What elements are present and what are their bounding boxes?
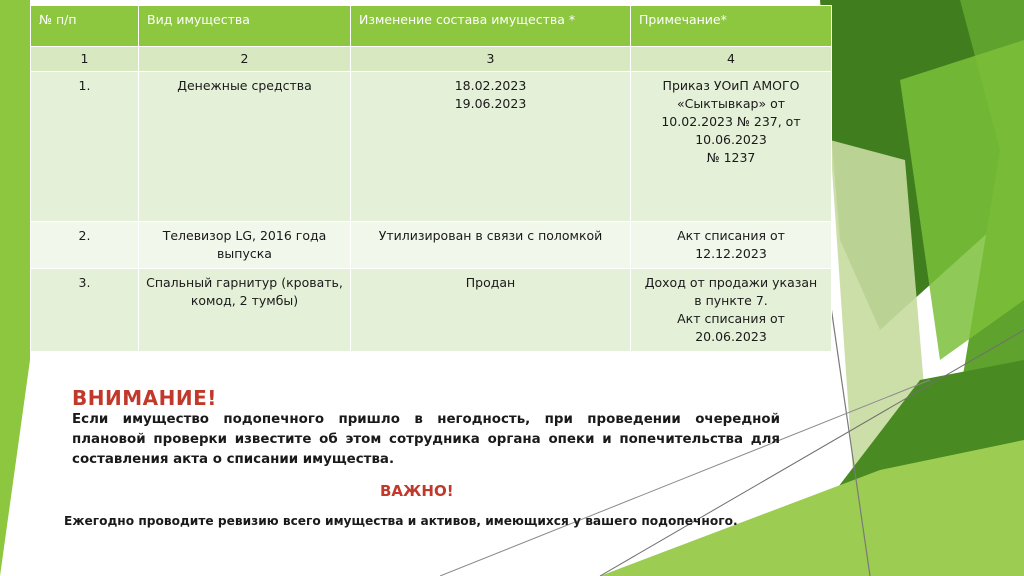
table-header-row: [31, 6, 832, 47]
row-kind: Телевизор LG, 2016 года выпуска: [139, 222, 351, 269]
note-line: 10.06.2023: [695, 132, 767, 147]
row-note: [631, 222, 832, 269]
row-change: [351, 222, 631, 269]
table-row: [31, 222, 832, 269]
row-num: 1.: [31, 72, 139, 222]
important-title: ВАЖНО!: [380, 482, 454, 500]
row-change: [351, 72, 631, 222]
change-line: Утилизирован в связи с поломкой: [378, 228, 603, 243]
header-change: Изменение состава имущества *: [351, 6, 631, 47]
note-line: Приказ УОиП АМОГО: [662, 78, 800, 93]
column-number: 1: [31, 47, 139, 72]
table-row: [31, 269, 832, 352]
column-number: 2: [139, 47, 351, 72]
row-note: [631, 269, 832, 352]
note-line: 20.06.2023: [695, 329, 767, 344]
row-num: 2.: [31, 222, 139, 269]
note-line: в пункте 7.: [694, 293, 768, 308]
attention-title: ВНИМАНИЕ!: [72, 386, 217, 410]
left-green-strip: [0, 0, 30, 576]
yearly-audit-text: Ежегодно проводите ревизию всего имущества и активов, имеющихся у вашего подопечного.: [64, 514, 738, 528]
column-number: 3: [351, 47, 631, 72]
row-kind: Денежные средства: [139, 72, 351, 222]
row-change: [351, 269, 631, 352]
note-line: «Сыктывкар» от: [676, 96, 785, 111]
change-line: Продан: [465, 275, 516, 290]
header-note: Примечание*: [631, 6, 832, 47]
change-line: 18.02.2023: [454, 78, 527, 93]
column-number: 4: [631, 47, 832, 72]
property-table: [30, 5, 832, 352]
table-row: [31, 72, 832, 222]
header-num: № п/п: [31, 6, 139, 47]
attention-notice: [72, 386, 780, 470]
row-note: [631, 72, 832, 222]
note-line: 10.02.2023 № 237, от: [661, 114, 801, 129]
column-number-row: [31, 47, 832, 72]
note-line: Акт списания от: [677, 228, 785, 243]
change-line: 19.06.2023: [454, 96, 527, 111]
note-line: Акт списания от: [677, 311, 785, 326]
row-num: 3.: [31, 269, 139, 352]
right-green-shape: [900, 40, 1024, 360]
attention-text: Если имущество подопечного пришло в негодность, при проведении очередной плановой проверки известите об этом сотрудника органа опеки и попечительства для составления акта о списании имущества.: [72, 412, 780, 467]
note-line: 12.12.2023: [695, 246, 767, 261]
row-kind: Спальный гарнитур (кровать, комод, 2 тумбы): [139, 269, 351, 352]
note-line: Доход от продажи указан: [644, 275, 818, 290]
note-line: № 1237: [706, 150, 756, 165]
header-kind: Вид имущества: [139, 6, 351, 47]
